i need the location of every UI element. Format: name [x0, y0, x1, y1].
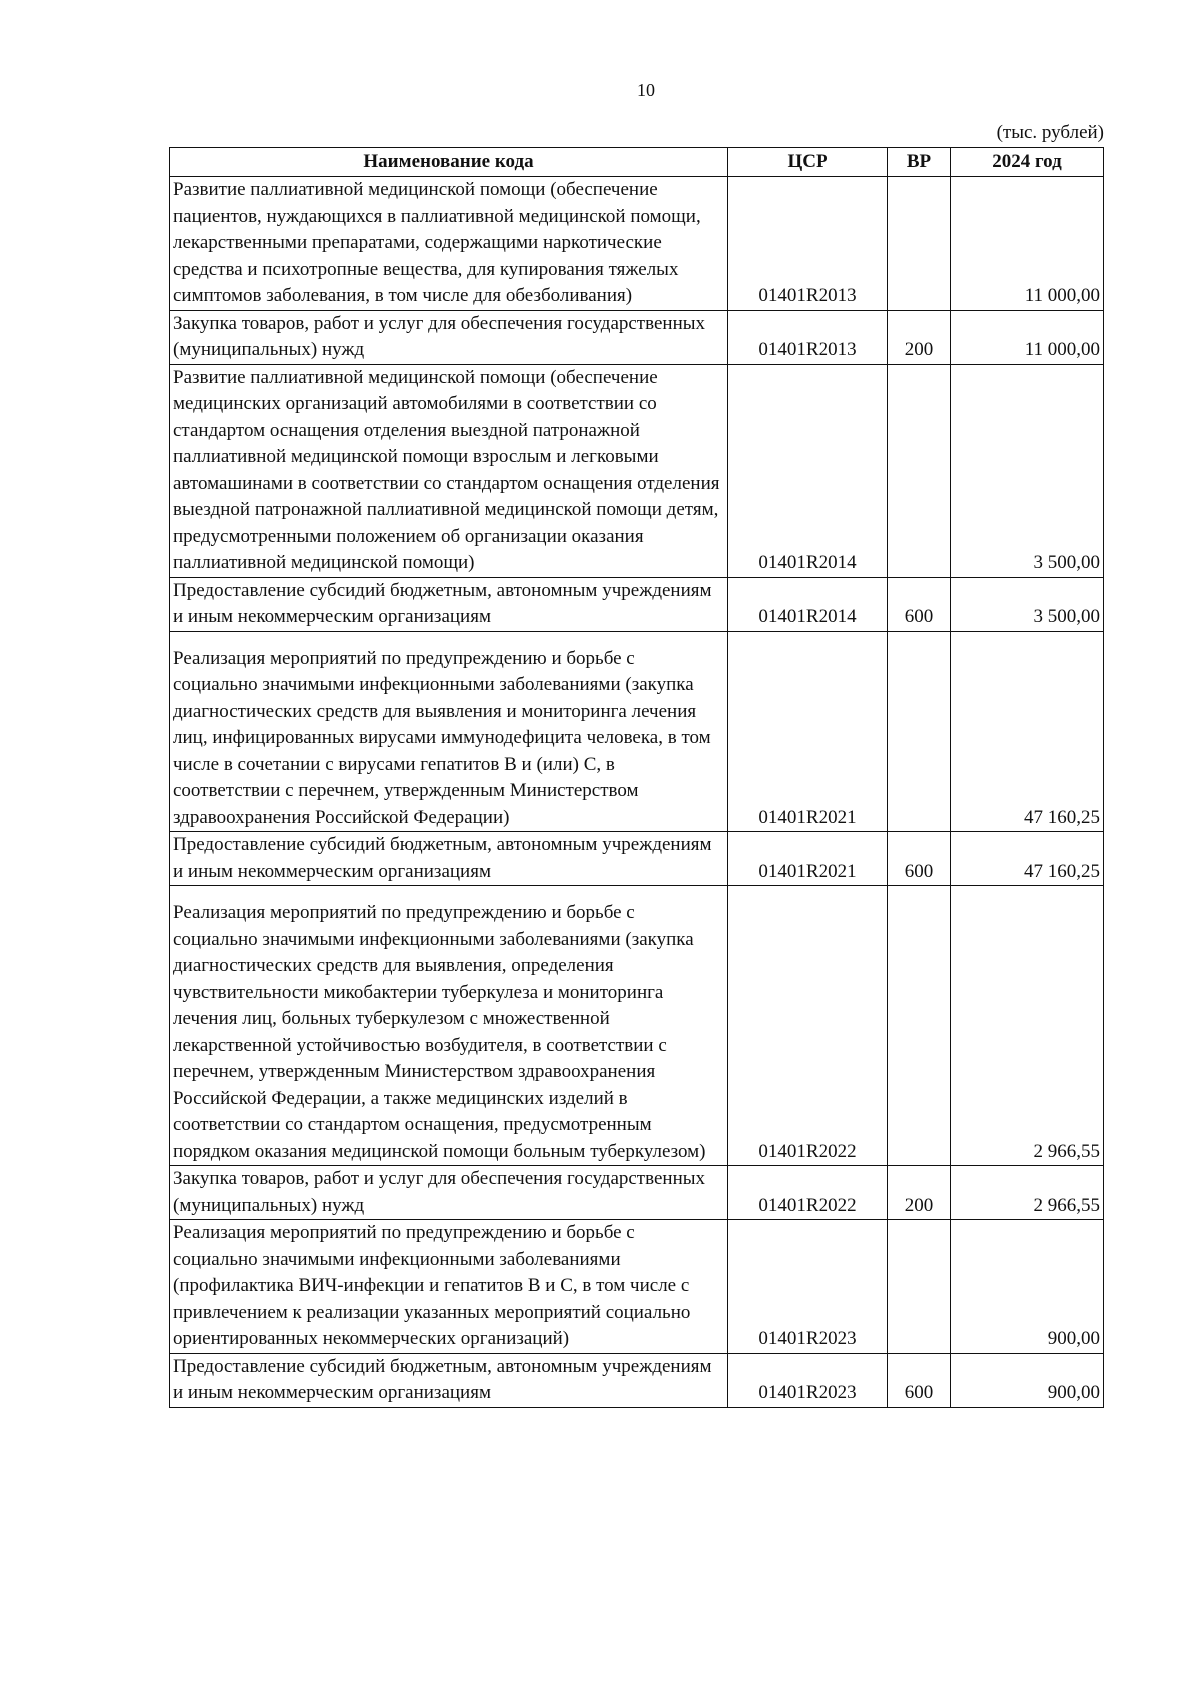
row-vr [888, 177, 951, 311]
row-amount: 11 000,00 [951, 177, 1104, 311]
row-amount: 47 160,25 [951, 832, 1104, 886]
row-name: Закупка товаров, работ и услуг для обеспечения государственных (муниципальных) нужд [170, 310, 728, 364]
row-amount: 47 160,25 [951, 631, 1104, 832]
page-number: 10 [637, 80, 655, 100]
row-amount: 3 500,00 [951, 577, 1104, 631]
header-year: 2024 год [951, 148, 1104, 177]
row-name: Реализация мероприятий по предупреждению и борьбе с социально значимыми инфекционными заболеваниями (профилактика ВИЧ-инфекции и гепатитов В и С, в том числе с привлечением к реализации указанных мероприятий социально ориентированных некоммерческих организаций) [170, 1220, 728, 1354]
row-vr [888, 631, 951, 832]
header-name: Наименование кода [170, 148, 728, 177]
row-csr: 01401R2022 [728, 886, 888, 1166]
table-row [170, 832, 1104, 886]
row-csr: 01401R2021 [728, 832, 888, 886]
units-label: (тыс. рублей) [996, 122, 1104, 143]
budget-table [169, 147, 1104, 1408]
table-row [170, 631, 1104, 832]
row-name: Предоставление субсидий бюджетным, автономным учреждениям и иным некоммерческим организациям [170, 577, 728, 631]
row-csr: 01401R2014 [728, 577, 888, 631]
row-vr [888, 364, 951, 577]
row-name: Предоставление субсидий бюджетным, автономным учреждениям и иным некоммерческим организациям [170, 832, 728, 886]
table-row [170, 1166, 1104, 1220]
row-name: Развитие паллиативной медицинской помощи (обеспечение медицинских организаций автомобилями в соответствии со стандартом оснащения отделения выездной патронажной паллиативной медицинской помощи взрослым и легковыми автомашинами в соответствии со стандартом оснащения отделения выездной патронажной паллиативной медицинской помощи детям, предусмотренными положением об организации оказания паллиативной медицинской помощи) [170, 364, 728, 577]
row-name: Развитие паллиативной медицинской помощи (обеспечение пациентов, нуждающихся в паллиативной медицинской помощи, лекарственными препаратами, содержащими наркотические средства и психотропные вещества, для купирования тяжелых симптомов заболевания, в том числе для обезболивания) [170, 177, 728, 311]
row-csr: 01401R2013 [728, 310, 888, 364]
row-csr: 01401R2013 [728, 177, 888, 311]
row-amount: 2 966,55 [951, 886, 1104, 1166]
row-vr [888, 1220, 951, 1354]
row-name: Предоставление субсидий бюджетным, автономным учреждениям и иным некоммерческим организациям [170, 1353, 728, 1407]
row-amount: 11 000,00 [951, 310, 1104, 364]
row-vr: 200 [888, 1166, 951, 1220]
row-vr: 200 [888, 310, 951, 364]
table-row [170, 577, 1104, 631]
row-amount: 900,00 [951, 1353, 1104, 1407]
table-row [170, 310, 1104, 364]
row-csr: 01401R2023 [728, 1353, 888, 1407]
row-name: Реализация мероприятий по предупреждению и борьбе с социально значимыми инфекционными заболеваниями (закупка диагностических средств для выявления и мониторинга лечения лиц, инфицированных вирусами иммунодефицита человека, в том числе в сочетании с вирусами гепатитов В и (или) С, в соответствии с перечнем, утвержденным Министерством здравоохранения Российской Федерации) [170, 631, 728, 832]
row-amount: 900,00 [951, 1220, 1104, 1354]
table-header-row [170, 148, 1104, 177]
row-name: Закупка товаров, работ и услуг для обеспечения государственных (муниципальных) нужд [170, 1166, 728, 1220]
row-csr: 01401R2014 [728, 364, 888, 577]
table-row [170, 364, 1104, 577]
row-vr: 600 [888, 832, 951, 886]
row-csr: 01401R2023 [728, 1220, 888, 1354]
table-row [170, 177, 1104, 311]
row-vr [888, 886, 951, 1166]
row-csr: 01401R2021 [728, 631, 888, 832]
row-csr: 01401R2022 [728, 1166, 888, 1220]
header-vr: ВР [888, 148, 951, 177]
row-vr: 600 [888, 1353, 951, 1407]
row-name: Реализация мероприятий по предупреждению и борьбе с социально значимыми инфекционными заболеваниями (закупка диагностических средств для выявления, определения чувствительности микобактерии туберкулеза и мониторинга лечения лиц, больных туберкулезом с множественной лекарственной устойчивостью возбудителя, в соответствии с перечнем, утвержденным Министерством здравоохранения Российской Федерации, а также медицинских изделий в соответствии со стандартом оснащения, предусмотренным порядком оказания медицинской помощи больным туберкулезом) [170, 886, 728, 1166]
table-row [170, 1220, 1104, 1354]
table-row [170, 886, 1104, 1166]
header-csr: ЦСР [728, 148, 888, 177]
row-amount: 2 966,55 [951, 1166, 1104, 1220]
row-vr: 600 [888, 577, 951, 631]
row-amount: 3 500,00 [951, 364, 1104, 577]
table-row [170, 1353, 1104, 1407]
